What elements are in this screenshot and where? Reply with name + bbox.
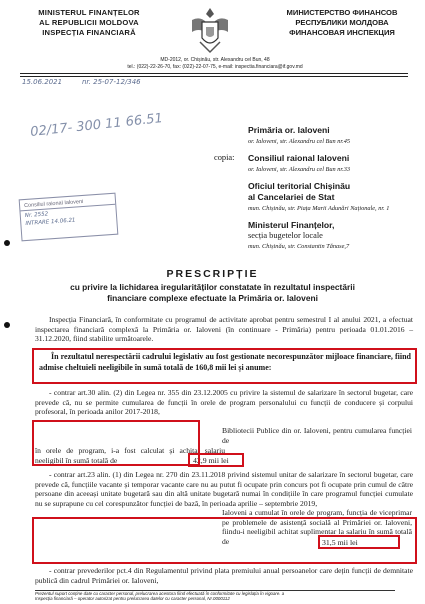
header-left-line1: MINISTERUL FINANȚELOR <box>38 8 140 17</box>
footer-line2: Inspecția financiară – operator autorizat pentru prelucrarea datelor cu caracter personal, Nr.0000112 <box>35 596 230 602</box>
header-divider-thin <box>20 76 408 77</box>
document-title: PRESCRIPȚIE <box>166 268 259 280</box>
contact-address: MD-2012, or. Chișinău, str. Alexandru cel Bun, 48 <box>160 57 270 63</box>
handwritten-registration: 02/17- 300 11 66.51 <box>29 111 164 140</box>
header-right-line3: ФИНАНСОВАЯ ИНСПЕКЦИЯ <box>289 28 395 37</box>
contact-info <box>60 57 370 70</box>
header-left <box>14 8 164 38</box>
highlight-box-amount-2 <box>318 535 400 549</box>
paragraph-art23-cumul: Ialoveni a cumulat în orele de program, funcția de viceprimar pe problemele de asistență socială al Primăriei or. Ialoveni, fiindu-i neeligibil achitat suplimentar la salariu în sumă totală de <box>222 508 412 546</box>
recipient-consiliul <box>248 153 423 175</box>
paragraph-art30-salary: în orele de program, i-a fost calculat și achitat salariu neeligibil în sumă totală de <box>35 446 225 465</box>
paragraph-intro: Inspecția Financiară, în conformitate cu programul de activitate aprobat pentru semestrul I al anului 2021, a efectuat inspectarea financiară complexă la Primăria or. Ialoveni (în continuare - Primăria) pentru perioada 01.01.2016 – 31.12.2020, fiind stabilite următoarele. <box>35 315 413 344</box>
paragraph-pct4: - contrar prevederilor pct.4 din Regulamentul privind plata premiului anual persoanelor care dețin funcții de demnitate publică din cadrul Primăriei or. Ialoveni, <box>35 566 413 585</box>
copy-prefix: copia: <box>214 153 235 162</box>
header-left-line2: AL REPUBLICII MOLDOVA <box>39 18 139 27</box>
highlight-box-findings <box>32 348 417 384</box>
recipient-name: Oficiul teritorial Chișinău <box>248 181 351 191</box>
header-left-line3: INSPECȚIA FINANCIARĂ <box>42 28 136 37</box>
recipient-oficiul <box>248 181 423 214</box>
highlight-box-period-1 <box>32 420 200 466</box>
amount-2: 31,5 mii lei <box>322 538 358 547</box>
recipient-address: or. Ialoveni, str. Alexandru cel Bun nr.33 <box>248 166 351 173</box>
footer-line1: Prezentul suport conține date cu caracter personal, prelucrarea acestora fiind efectuată în conformitate cu legislația în vigoare. a <box>35 591 285 596</box>
handwritten-date: 15.06.2021 <box>22 78 63 86</box>
handwritten-number: nr. 25-07-12/346 <box>82 78 141 86</box>
recipient-name: Consiliul raional Ialoveni <box>248 153 350 163</box>
coat-of-arms-icon <box>188 6 232 56</box>
recipient-name-line2: al Cancelariei de Stat <box>248 192 335 202</box>
punch-hole <box>4 240 10 246</box>
highlight-box-amount-1 <box>188 453 244 467</box>
recipient-address: mun. Chișinău, str. Constantin Tănase,7 <box>248 243 350 250</box>
recipient-name: Primăria or. Ialoveni <box>248 125 330 135</box>
stamp-line2: Nr. 2552 <box>24 211 49 220</box>
paragraph-findings: În rezultatul nerespectării cadrului legislativ au fost gestionate necorespunzător mijloace financiare, fiind admise cheltuieli neeligibile în sumă totală de 160,8 mii lei și anume: <box>39 352 411 372</box>
paragraph-art30-library: Bibliotecii Publice din or. Ialoveni, pentru cumularea funcției de <box>222 426 412 445</box>
registration-stamp <box>19 193 119 242</box>
stamp-line1: Consiliul raional Ialoveni <box>20 194 116 212</box>
recipient-name-line2: secția bugetelor locale <box>248 231 323 240</box>
document-subtitle-line2: financiare complexe efectuate la Primăria or. Ialoveni <box>107 293 318 303</box>
document-subtitle-line1: cu privire la lichidarea iregularităților constatate în rezultatul inspectării <box>70 282 355 292</box>
paragraph-art23: - contrar art.23 alin. (1) din Legea nr. 270 din 23.11.2018 privind sistemul unitar de salarizare în sectorul bugetar, care prevede că, funcțiile vacante și temporar vacante care nu au putut fi ocupate prin concurs pot fi ocupate prin cumul de către persoane din aceeași unitate bugetară sau din altă unitate bugetară numai în condițiile în care programul funcției cumulate nu se suprapune cu cel corespunzător funcției de bază, în perioada aprilie – septembrie 2019, <box>35 470 413 508</box>
recipient-primaria <box>248 125 423 147</box>
amount-1: 42,9 mii lei <box>193 456 229 465</box>
stamp-line3: INTRARE 14.06.21 <box>25 217 76 228</box>
footer-disclaimer <box>35 590 395 602</box>
recipient-address: or. Ialoveni, str. Alexandru cel Bun nr.45 <box>248 138 351 145</box>
recipient-address: mun. Chișinău, str. Piața Marii Adunări Naționale, nr. 1 <box>248 205 390 212</box>
header-right-line1: МИНИСТЕРСТВО ФИНАНСОВ <box>286 8 398 17</box>
header-right-line2: РЕСПУБЛИКИ МОЛДОВА <box>295 18 389 27</box>
punch-hole <box>4 322 10 328</box>
contact-phone-email: tel.: (022)-22-26-70, fax: (022)-22-07-75, e-mail: inspectia.financiara@if.gov.md <box>127 63 303 70</box>
recipient-ministerul <box>248 220 423 252</box>
header-right <box>262 8 422 38</box>
paragraph-art30: - contrar art.30 alin. (2) din Legea nr. 355 din 23.12.2005 cu privire la sistemul de salarizare în sectorul bugetar, care prevede că, nu se permite cumularea de funcții în orele de program personalului cu funcții de conducere și corpului profesoral, în perioada anilor 2017-2018, <box>35 388 413 417</box>
recipient-name: Ministerul Finanțelor, <box>248 220 335 230</box>
header-divider <box>20 73 408 74</box>
